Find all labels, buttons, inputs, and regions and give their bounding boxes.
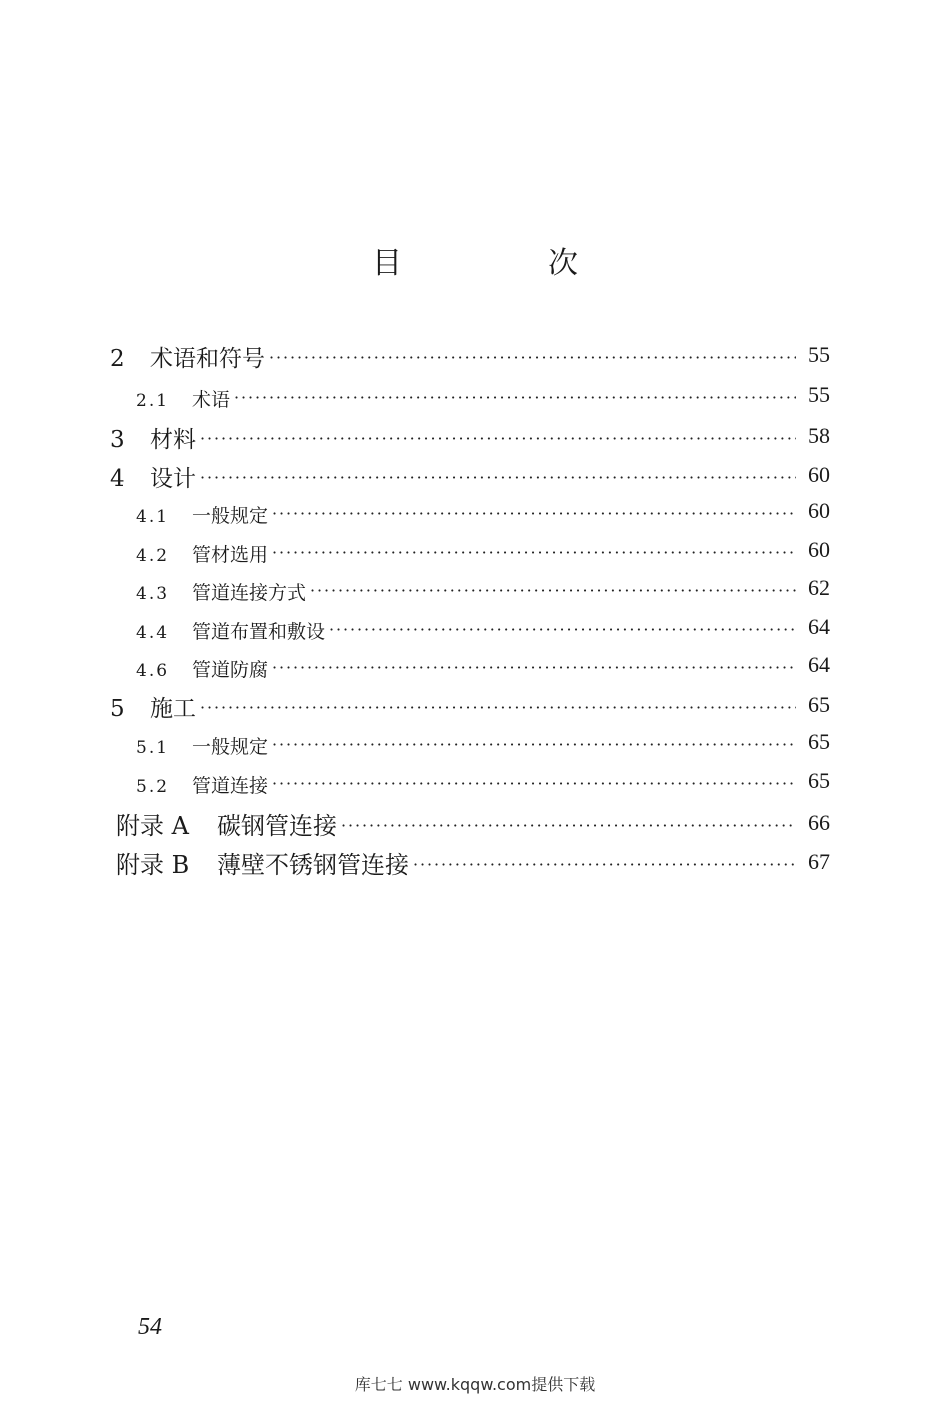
- leader-dots: [272, 504, 796, 523]
- toc-entry-number: 5: [110, 696, 125, 722]
- toc-entry-label: 设计: [150, 466, 196, 492]
- toc-entry-page: 62: [808, 575, 830, 600]
- leader-dots: [272, 735, 796, 754]
- toc-entry-label: 一般规定: [192, 505, 269, 527]
- toc-entry-2-1[interactable]: [136, 382, 830, 412]
- toc-entry-4-1[interactable]: [136, 498, 830, 528]
- toc-entry-page: 60: [808, 537, 830, 562]
- leader-dots: [272, 774, 796, 793]
- leader-dots: [272, 658, 796, 677]
- toc-entry-label: 术语和符号: [150, 346, 265, 372]
- toc-entry-4[interactable]: [110, 460, 830, 493]
- toc-entry-page: 60: [808, 462, 830, 487]
- toc-entry-page: 66: [808, 810, 830, 835]
- leader-dots: [329, 620, 796, 639]
- toc-entry-number: 4.4: [136, 623, 170, 643]
- toc-entry-label: 管道防腐: [192, 659, 269, 681]
- toc-entry-page: 58: [808, 423, 830, 448]
- leader-dots: [234, 388, 796, 407]
- leader-dots: [269, 348, 796, 367]
- toc-entry-number: 4.6: [136, 661, 170, 681]
- toc-entry-number: 附录 B: [116, 851, 190, 879]
- toc-entry-page: 60: [808, 498, 830, 523]
- toc-entry-5-2[interactable]: [136, 768, 830, 798]
- toc-entry-5-1[interactable]: [136, 729, 830, 759]
- leader-dots: [200, 468, 796, 487]
- toc-entry-number: 2: [110, 346, 125, 372]
- toc-entry-number: 4.1: [136, 507, 170, 527]
- toc-entry-page: 67: [808, 849, 830, 874]
- toc-entry-page: 65: [808, 692, 830, 717]
- toc-entry-page: 64: [808, 652, 830, 677]
- page-title: 目 次: [372, 246, 636, 281]
- toc-entry-number: 附录 A: [116, 812, 189, 840]
- toc-entry-5[interactable]: [110, 690, 830, 723]
- toc-entry-number: 4.2: [136, 546, 170, 566]
- toc-entry-label: 一般规定: [192, 736, 269, 758]
- leader-dots: [272, 543, 796, 562]
- toc-entry-label: 管道连接方式: [192, 582, 307, 604]
- toc-entry-label: 术语: [192, 389, 231, 411]
- toc-entry-4-6[interactable]: [136, 652, 830, 682]
- toc-entry-number: 4.3: [136, 584, 170, 604]
- toc-entry-page: 65: [808, 729, 830, 754]
- toc-entry-page: 65: [808, 768, 830, 793]
- toc-entry-page: 55: [808, 342, 830, 367]
- toc-entry-number: 4: [110, 466, 125, 492]
- toc-entry-2[interactable]: [110, 340, 830, 373]
- leader-dots: [413, 855, 796, 874]
- leader-dots: [200, 698, 796, 717]
- toc-entry-label: 材料: [150, 427, 196, 453]
- toc-entry-page: 64: [808, 614, 830, 639]
- toc-entry-number: 3: [110, 427, 125, 453]
- toc-entry-number: 5.2: [136, 777, 170, 797]
- toc-entry-number: 2.1: [136, 391, 170, 411]
- toc-entry-4-2[interactable]: [136, 537, 830, 567]
- toc-entry-number: 5.1: [136, 738, 170, 758]
- leader-dots: [200, 429, 796, 448]
- toc-entry-label: 管道连接: [192, 775, 269, 797]
- toc-entry-label: 管道布置和敷设: [192, 621, 326, 643]
- leader-dots: [310, 581, 796, 600]
- watermark-text: 库七七 www.kqqw.com提供下载: [354, 1375, 596, 1394]
- toc-entry-3[interactable]: [110, 421, 830, 454]
- toc-entry-label: 施工: [150, 696, 196, 722]
- toc-entry-label: 管材选用: [192, 544, 269, 566]
- toc-entry-appendix-b[interactable]: [116, 845, 830, 880]
- toc-entry-4-3[interactable]: [136, 575, 830, 605]
- toc-entry-page: 55: [808, 382, 830, 407]
- toc-entry-appendix-a[interactable]: [116, 806, 830, 841]
- page-number: 54: [138, 1314, 162, 1340]
- toc-entry-4-4[interactable]: [136, 614, 830, 644]
- leader-dots: [341, 816, 796, 835]
- toc-entry-label: 薄壁不锈钢管连接: [217, 851, 409, 879]
- toc-entry-label: 碳钢管连接: [217, 812, 337, 840]
